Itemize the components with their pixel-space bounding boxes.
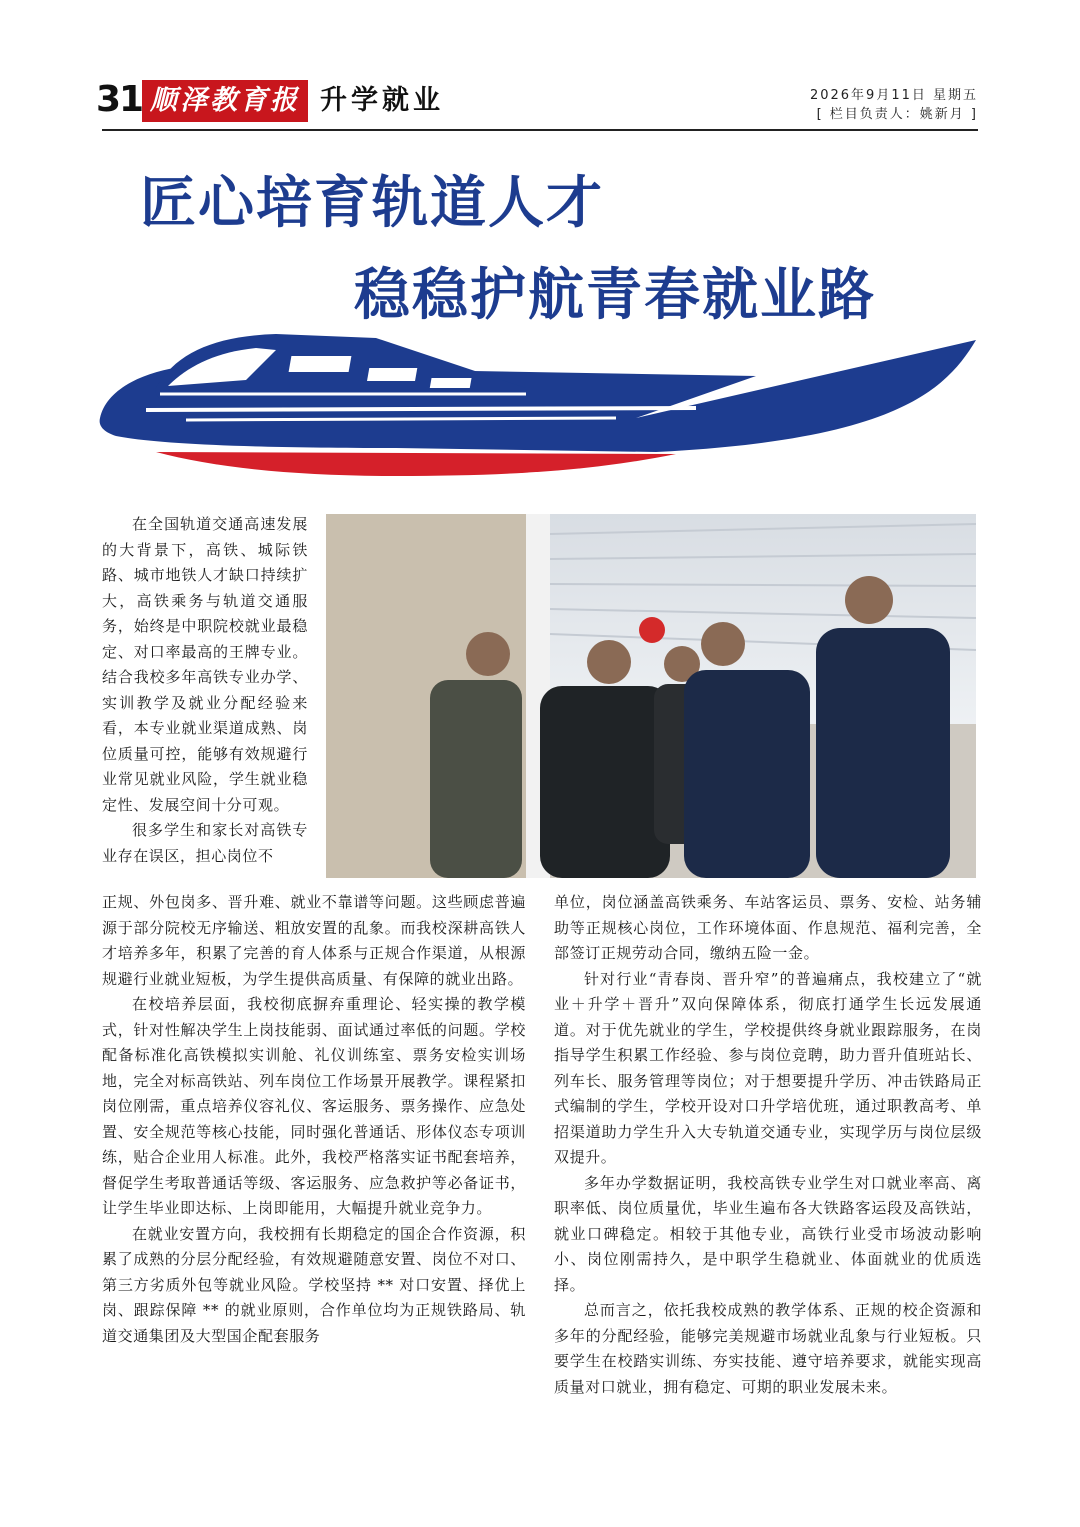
- article-photo: [326, 514, 976, 878]
- train-banner-illustration: [96, 330, 986, 490]
- paragraph-2-continued: 正规、外包岗多、晋升难、就业不靠谱等问题。这些顾虑普遍源于部分院校无序输送、粗放安置的乱象。而我校深耕高铁人才培养多年，积累了完善的育人体系与正规合作渠道，从根源规避行业就业短板，为学生提供高质量、有保障的就业出路。: [102, 893, 526, 988]
- article-column-left: [102, 890, 526, 1349]
- article-column-right: [554, 890, 982, 1400]
- paragraph-3: 在校培养层面，我校彻底摒弃重理论、轻实操的教学模式，针对性解决学生上岗技能弱、面试通过率低的问题。学校配备标准化高铁模拟实训舱、礼仪训练室、票务安检实训场地，完全对标高铁站、列车岗位工作场景开展教学。课程紧扣岗位刚需，重点培养仪容礼仪、客运服务、票务操作、应急处置、安全规范等核心技能，同时强化普通话、形体仪态专项训练，贴合企业用人标准。此外，我校严格落实证书配套培养，督促学生考取普通话等级、客运服务、应急救护等必备证书，让学生毕业即达标、上岗即能用，大幅提升就业竞争力。: [102, 995, 526, 1217]
- paragraph-4-continued: 单位，岗位涵盖高铁乘务、车站客运员、票务、安检、站务辅助等正规核心岗位，工作环境体面、作息规范、福利完善，全部签订正规劳动合同，缴纳五险一金。: [554, 893, 982, 962]
- headline-line-2: 稳稳护航青春就业路: [354, 263, 876, 328]
- paragraph-2-start: 很多学生和家长对高铁专业存在误区，担心岗位不: [102, 821, 308, 865]
- paragraph-6: 多年办学数据证明，我校高铁专业学生对口就业率高、离职率低、岗位质量优，毕业生遍布各大铁路客运段及高铁站，就业口碑稳定。相较于其他专业，高铁行业受市场波动影响小、岗位刚需持久，是中职学生稳就业、体面就业的优质选择。: [554, 1173, 982, 1294]
- page-number: 31: [96, 79, 143, 120]
- paragraph-5: 针对行业“青春岗、晋升窄”的普遍痛点，我校建立了“就业＋升学＋晋升”双向保障体系，彻底打通学生长远发展通道。对于优先就业的学生，学校提供终身就业跟踪服务，在岗指导学生积累工作经验、参与岗位竞聘，助力晋升值班站长、列车长、服务管理等岗位；对于想要提升学历、冲击铁路局正式编制的学生，学校开设对口升学培优班，通过职教高考、单招渠道助力学生升入大专轨道交通专业，实现学历与岗位层级双提升。: [554, 969, 982, 1166]
- issue-date: 2026年9月11日 星期五: [809, 88, 978, 103]
- header-divider: [102, 129, 978, 131]
- headline-line-1: 匠心培育轨道人才: [140, 171, 604, 236]
- paragraph-7: 总而言之，依托我校成熟的教学体系、正规的校企资源和多年的分配经验，能够完美规避市场就业乱象与行业短板。只要学生在校踏实训练、夯实技能、遵守培养要求，就能实现高质量对口就业，拥有稳定、可期的职业发展未来。: [554, 1301, 982, 1396]
- column-editor: [ 栏目负责人：姚新月 ]: [816, 107, 978, 122]
- masthead-logo: 顺泽教育报: [142, 80, 308, 122]
- article-column-left-top: [102, 512, 308, 869]
- paragraph-1: 在全国轨道交通高速发展的大背景下，高铁、城际铁路、城市地铁人才缺口持续扩大，高铁乘务与轨道交通服务，始终是中职院校就业最稳定、对口率最高的王牌专业。结合我校多年高铁专业办学、实训教学及就业分配经验来看，本专业就业渠道成熟、岗位质量可控，能够有效规避行业常见就业风险，学生就业稳定性、发展空间十分可观。: [102, 515, 308, 814]
- section-title: 升学就业: [320, 85, 444, 116]
- paragraph-4-start: 在就业安置方向，我校拥有长期稳定的国企合作资源，积累了成熟的分层分配经验，有效规避随意安置、岗位不对口、第三方劣质外包等就业风险。学校坚持 ** 对口安置、择优上岗、跟踪保障 ** 的就业原则，合作单位均为正规铁路局、轨道交通集团及大型国企配套服务: [102, 1224, 526, 1345]
